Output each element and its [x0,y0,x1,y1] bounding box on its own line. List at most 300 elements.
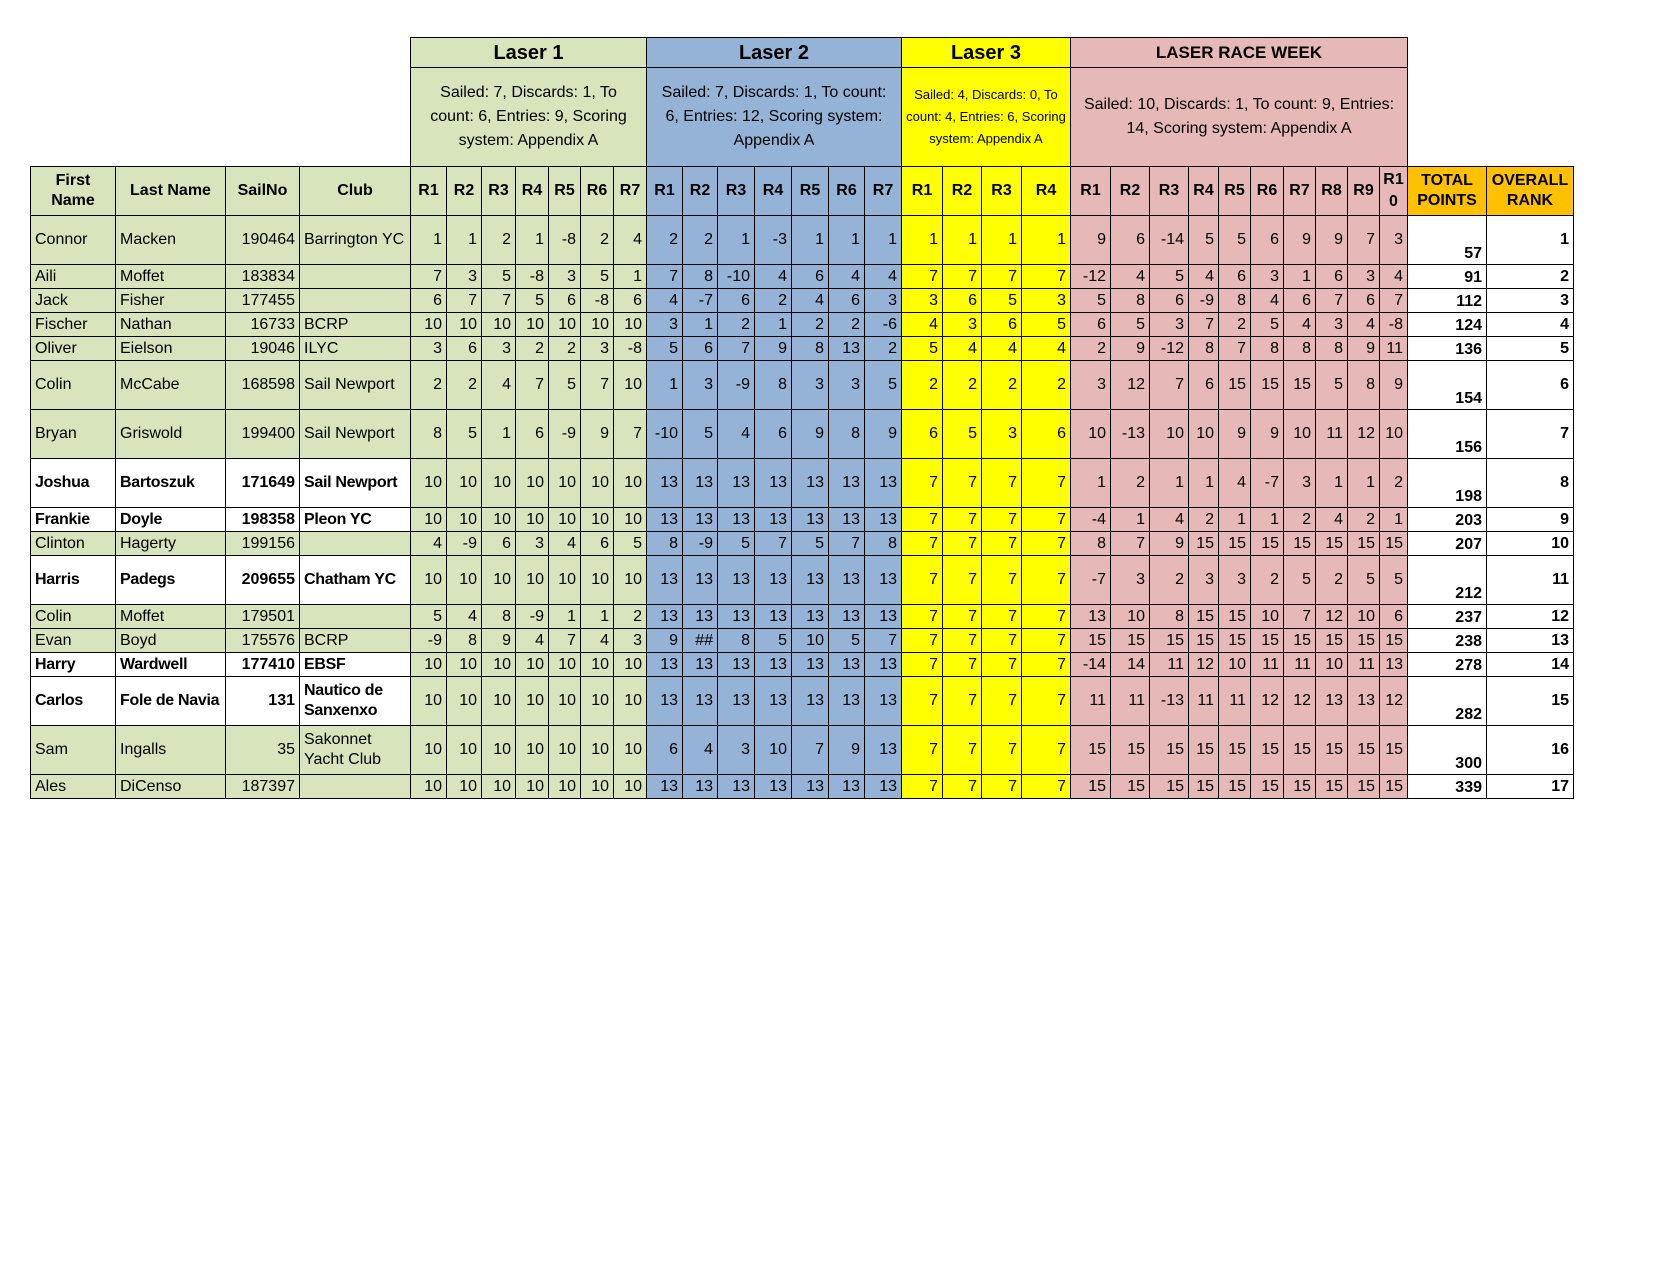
club-cell: Sakonnet Yacht Club [300,726,411,775]
laser1-score-cell: 8 [411,410,447,459]
laser3-score-cell: 7 [982,556,1022,605]
raceweek-score-cell: 1 [1380,508,1408,532]
laser3-score-cell: 7 [902,629,943,653]
raceweek-score-cell: 13 [1071,605,1111,629]
raceweek-score-cell: 11 [1316,410,1348,459]
raceweek-score-cell: 15 [1111,726,1150,775]
raceweek-score-cell: 15 [1316,532,1348,556]
laser2-header-r6: R6 [829,167,865,216]
first-name-cell: Carlos [31,677,116,726]
raceweek-score-cell: 15 [1071,726,1111,775]
raceweek-score-cell: 8 [1071,532,1111,556]
raceweek-score-cell: 8 [1316,337,1348,361]
laser1-score-cell: 10 [447,459,482,508]
raceweek-score-cell: 7 [1284,605,1316,629]
laser3-score-cell: 7 [982,508,1022,532]
raceweek-score-cell: 11 [1348,653,1380,677]
laser2-score-cell: 13 [755,459,792,508]
overall-rank-cell: 12 [1487,605,1574,629]
raceweek-score-cell: 15 [1111,629,1150,653]
laser3-score-cell: 7 [1022,605,1071,629]
total-points-cell: 282 [1408,677,1487,726]
raceweek-score-cell: 9 [1348,337,1380,361]
laser2-score-cell: 2 [755,289,792,313]
laser2-header-r4: R4 [755,167,792,216]
laser1-score-cell: 2 [581,216,614,265]
laser1-score-cell: 10 [447,556,482,605]
laser2-score-cell: 13 [755,508,792,532]
laser1-score-cell: 4 [447,605,482,629]
laser1-score-cell: 3 [447,265,482,289]
last-name-cell: Wardwell [116,653,226,677]
laser2-score-cell: 5 [792,532,829,556]
club-cell: Sail Newport [300,410,411,459]
club-cell [300,605,411,629]
laser1-score-cell: 10 [516,775,549,799]
group-info-row [31,68,1574,167]
overall-rank-cell: 17 [1487,775,1574,799]
laser1-score-cell: 9 [581,410,614,459]
laser1-score-cell: 10 [447,653,482,677]
raceweek-score-cell: 6 [1380,605,1408,629]
laser2-score-cell: 9 [865,410,902,459]
laser3-score-cell: 7 [982,532,1022,556]
raceweek-score-cell: 5 [1380,556,1408,605]
laser1-score-cell: -8 [516,265,549,289]
raceweek-score-cell: 1 [1071,459,1111,508]
laser2-score-cell: 7 [865,629,902,653]
sail-no-cell: 187397 [226,775,300,799]
total-points-cell: 198 [1408,459,1487,508]
total-points-cell: 91 [1408,265,1487,289]
laser2-score-cell: 4 [792,289,829,313]
laser2-score-cell: 4 [829,265,865,289]
laser1-score-cell: 6 [614,289,647,313]
laser2-score-cell: 2 [865,337,902,361]
overall-rank-cell: 4 [1487,313,1574,337]
laser3-score-cell: 7 [1022,677,1071,726]
laser3-score-cell: 7 [943,653,982,677]
laser2-score-cell: 3 [718,726,755,775]
raceweek-info: Sailed: 10, Discards: 1, To count: 9, Entries: 14, Scoring system: Appendix A [1071,68,1408,167]
sail-no-cell: 179501 [226,605,300,629]
laser2-score-cell: 9 [647,629,683,653]
laser2-score-cell: 7 [829,532,865,556]
laser3-title: Laser 3 [902,38,1071,68]
laser3-score-cell: 7 [943,508,982,532]
raceweek-score-cell: -12 [1071,265,1111,289]
laser2-header-r3: R3 [718,167,755,216]
laser1-score-cell: 10 [614,313,647,337]
raceweek-score-cell: 12 [1111,361,1150,410]
laser1-score-cell: -8 [549,216,581,265]
raceweek-score-cell: 8 [1111,289,1150,313]
raceweek-score-cell: 10 [1111,605,1150,629]
club-cell: BCRP [300,629,411,653]
laser2-score-cell: -10 [647,410,683,459]
laser1-score-cell: 8 [482,605,516,629]
laser1-score-cell: 6 [447,337,482,361]
laser3-score-cell: 7 [1022,629,1071,653]
laser1-score-cell: 10 [614,556,647,605]
laser2-score-cell: 8 [755,361,792,410]
laser2-score-cell: 2 [683,216,718,265]
laser2-score-cell: 13 [829,677,865,726]
club-cell: Nautico de Sanxenxo [300,677,411,726]
laser1-score-cell: 3 [614,629,647,653]
laser1-score-cell: 10 [482,508,516,532]
laser2-score-cell: 13 [718,653,755,677]
laser3-score-cell: 6 [1022,410,1071,459]
laser1-score-cell: 10 [516,508,549,532]
laser3-score-cell: 7 [902,677,943,726]
laser1-score-cell: 7 [482,289,516,313]
laser1-score-cell: -9 [516,605,549,629]
laser2-score-cell: 13 [683,459,718,508]
laser2-score-cell: -9 [683,532,718,556]
first-name-cell: Bryan [31,410,116,459]
laser2-score-cell: 13 [683,605,718,629]
raceweek-score-cell: 15 [1071,775,1111,799]
raceweek-title: LASER RACE WEEK [1071,38,1408,68]
overall-rank-cell: 15 [1487,677,1574,726]
overall-rank-cell: 11 [1487,556,1574,605]
laser1-score-cell: 5 [614,532,647,556]
raceweek-header-r8: R8 [1316,167,1348,216]
club-cell: Chatham YC [300,556,411,605]
laser2-score-cell: 9 [829,726,865,775]
laser3-score-cell: 7 [982,265,1022,289]
laser3-score-cell: 7 [902,508,943,532]
laser1-score-cell: 10 [614,726,647,775]
table-row [31,726,1574,775]
laser3-header-r2: R2 [943,167,982,216]
laser2-score-cell: -6 [865,313,902,337]
laser2-score-cell: 13 [718,459,755,508]
laser3-score-cell: 7 [943,532,982,556]
raceweek-score-cell: 15 [1316,775,1348,799]
laser2-score-cell: 6 [829,289,865,313]
raceweek-score-cell: 4 [1111,265,1150,289]
last-name-cell: Padegs [116,556,226,605]
raceweek-score-cell: -13 [1111,410,1150,459]
raceweek-score-cell: 9 [1150,532,1189,556]
first-name-cell: Frankie [31,508,116,532]
laser2-score-cell: 2 [718,313,755,337]
last-name-cell: Fole de Navia [116,677,226,726]
laser2-score-cell: 13 [792,775,829,799]
table-row [31,775,1574,799]
laser2-score-cell: 6 [718,289,755,313]
laser1-header-r6: R6 [581,167,614,216]
laser2-score-cell: 7 [647,265,683,289]
laser2-score-cell: 13 [865,775,902,799]
raceweek-score-cell: 11 [1219,677,1251,726]
laser1-score-cell: 10 [516,677,549,726]
laser2-score-cell: 13 [865,677,902,726]
last-name-cell: Moffet [116,265,226,289]
raceweek-score-cell: 11 [1380,337,1408,361]
laser2-score-cell: 4 [718,410,755,459]
laser2-score-cell: 1 [865,216,902,265]
raceweek-score-cell: 15 [1219,605,1251,629]
raceweek-score-cell: 5 [1071,289,1111,313]
laser3-score-cell: 2 [1022,361,1071,410]
table-row [31,216,1574,265]
club-cell [300,775,411,799]
raceweek-score-cell: 15 [1380,775,1408,799]
overall-rank-cell: 13 [1487,629,1574,653]
laser1-score-cell: 10 [516,653,549,677]
laser1-score-cell: 10 [411,313,447,337]
laser2-score-cell: 3 [647,313,683,337]
raceweek-header-r9: R9 [1348,167,1380,216]
laser2-score-cell: 7 [718,337,755,361]
club-cell: ILYC [300,337,411,361]
raceweek-score-cell: 1 [1316,459,1348,508]
laser2-score-cell: 13 [647,459,683,508]
raceweek-score-cell: 15 [1150,629,1189,653]
laser2-score-cell: 5 [683,410,718,459]
raceweek-score-cell: 4 [1150,508,1189,532]
laser3-score-cell: 2 [902,361,943,410]
laser1-score-cell: 3 [549,265,581,289]
laser2-score-cell: 2 [829,313,865,337]
last-name-cell: Hagerty [116,532,226,556]
raceweek-score-cell: 1 [1150,459,1189,508]
laser1-score-cell: 4 [411,532,447,556]
laser3-score-cell: 1 [902,216,943,265]
laser3-score-cell: 7 [902,265,943,289]
laser1-score-cell: 2 [516,337,549,361]
last-name-cell: Griswold [116,410,226,459]
raceweek-score-cell: 15 [1251,629,1284,653]
laser2-score-cell: 10 [755,726,792,775]
raceweek-score-cell: 5 [1150,265,1189,289]
raceweek-score-cell: 15 [1316,629,1348,653]
laser1-score-cell: 4 [516,629,549,653]
first-name-cell: Clinton [31,532,116,556]
laser2-score-cell: 13 [829,508,865,532]
laser3-score-cell: 7 [902,532,943,556]
laser3-score-cell: 6 [902,410,943,459]
raceweek-header-r5: R5 [1219,167,1251,216]
raceweek-score-cell: 5 [1189,216,1219,265]
laser2-score-cell: 8 [718,629,755,653]
laser1-score-cell: 5 [482,265,516,289]
raceweek-score-cell: 15 [1219,361,1251,410]
raceweek-score-cell: 9 [1251,410,1284,459]
laser1-score-cell: 10 [549,726,581,775]
laser3-score-cell: 2 [943,361,982,410]
laser2-score-cell: 13 [865,653,902,677]
table-row [31,629,1574,653]
raceweek-score-cell: 1 [1284,265,1316,289]
raceweek-score-cell: 8 [1284,337,1316,361]
first-name-cell: Connor [31,216,116,265]
laser1-header-r7: R7 [614,167,647,216]
laser1-score-cell: 10 [516,313,549,337]
raceweek-score-cell: 2 [1219,313,1251,337]
raceweek-score-cell: 10 [1219,653,1251,677]
laser2-score-cell: 4 [683,726,718,775]
last-name-cell: Macken [116,216,226,265]
laser1-score-cell: 10 [411,653,447,677]
laser1-score-cell: 5 [447,410,482,459]
sail-no-cell: 177455 [226,289,300,313]
laser1-score-cell: 3 [516,532,549,556]
first-name-cell: Joshua [31,459,116,508]
laser3-score-cell: 7 [982,459,1022,508]
raceweek-score-cell: 15 [1071,629,1111,653]
laser2-score-cell: 13 [829,459,865,508]
raceweek-score-cell: 2 [1189,508,1219,532]
laser2-score-cell: 13 [792,677,829,726]
laser2-header-r7: R7 [865,167,902,216]
club-cell: Sail Newport [300,459,411,508]
laser1-score-cell: 10 [581,726,614,775]
laser2-header-r1: R1 [647,167,683,216]
laser2-score-cell: 5 [829,629,865,653]
last-name-cell: Fisher [116,289,226,313]
raceweek-score-cell: 3 [1219,556,1251,605]
laser2-header-r5: R5 [792,167,829,216]
raceweek-score-cell: 15 [1189,629,1219,653]
sail-no-cell: 199400 [226,410,300,459]
laser1-score-cell: 10 [411,556,447,605]
table-row [31,313,1574,337]
raceweek-score-cell: 6 [1111,216,1150,265]
laser1-score-cell: 2 [614,605,647,629]
raceweek-score-cell: 15 [1219,775,1251,799]
laser2-score-cell: 13 [647,508,683,532]
raceweek-score-cell: 6 [1251,216,1284,265]
raceweek-score-cell: 5 [1316,361,1348,410]
laser2-score-cell: 1 [718,216,755,265]
raceweek-score-cell: 15 [1251,775,1284,799]
laser2-score-cell: 13 [755,775,792,799]
raceweek-score-cell: 6 [1316,265,1348,289]
laser1-score-cell: 4 [482,361,516,410]
laser3-score-cell: 7 [902,459,943,508]
last-name-cell: Bartoszuk [116,459,226,508]
table-row [31,459,1574,508]
raceweek-score-cell: 8 [1189,337,1219,361]
sail-no-cell: 131 [226,677,300,726]
raceweek-score-cell: 15 [1251,532,1284,556]
raceweek-score-cell: 7 [1380,289,1408,313]
laser2-score-cell: ## [683,629,718,653]
laser3-score-cell: 7 [982,775,1022,799]
laser1-score-cell: 1 [411,216,447,265]
first-name-cell: Fischer [31,313,116,337]
laser2-score-cell: 6 [792,265,829,289]
raceweek-score-cell: 14 [1111,653,1150,677]
first-name-cell: Harry [31,653,116,677]
laser3-score-cell: 7 [943,775,982,799]
laser1-score-cell: 10 [614,459,647,508]
laser1-score-cell: 2 [549,337,581,361]
raceweek-header-r4: R4 [1189,167,1219,216]
laser3-score-cell: 3 [1022,289,1071,313]
laser1-score-cell: 10 [614,677,647,726]
laser1-score-cell: 10 [549,653,581,677]
total-points-cell: 238 [1408,629,1487,653]
raceweek-score-cell: 7 [1348,216,1380,265]
raceweek-score-cell: 11 [1251,653,1284,677]
raceweek-score-cell: 5 [1348,556,1380,605]
laser2-score-cell: 13 [755,556,792,605]
laser2-score-cell: 13 [718,605,755,629]
raceweek-score-cell: 15 [1348,726,1380,775]
laser2-score-cell: 13 [718,508,755,532]
overall-rank-cell: 1 [1487,216,1574,265]
laser1-score-cell: 10 [581,677,614,726]
first-name-cell: Colin [31,605,116,629]
raceweek-score-cell: 3 [1111,556,1150,605]
laser1-score-cell: 10 [614,775,647,799]
laser2-score-cell: 4 [755,265,792,289]
laser3-score-cell: 3 [902,289,943,313]
laser1-score-cell: 6 [549,289,581,313]
laser3-score-cell: 7 [902,726,943,775]
raceweek-score-cell: 10 [1380,410,1408,459]
overall-rank-cell: 8 [1487,459,1574,508]
last-name-cell: Boyd [116,629,226,653]
raceweek-score-cell: -14 [1071,653,1111,677]
laser2-score-cell: 8 [647,532,683,556]
overall-rank-cell: 6 [1487,361,1574,410]
header-total-points: TOTAL POINTS [1408,167,1487,216]
laser1-score-cell: 10 [482,677,516,726]
laser2-score-cell: 13 [829,653,865,677]
overall-rank-cell: 5 [1487,337,1574,361]
raceweek-score-cell: 9 [1284,216,1316,265]
sail-no-cell: 190464 [226,216,300,265]
laser1-score-cell: 4 [614,216,647,265]
laser2-score-cell: -7 [683,289,718,313]
last-name-cell: McCabe [116,361,226,410]
laser2-score-cell: 13 [865,508,902,532]
laser2-score-cell: 7 [792,726,829,775]
raceweek-header-r6: R6 [1251,167,1284,216]
raceweek-score-cell: 15 [1219,726,1251,775]
raceweek-score-cell: 9 [1071,216,1111,265]
raceweek-score-cell: 11 [1150,653,1189,677]
sail-no-cell: 198358 [226,508,300,532]
laser1-score-cell: 1 [549,605,581,629]
raceweek-score-cell: 3 [1316,313,1348,337]
club-cell [300,265,411,289]
laser2-score-cell: 10 [792,629,829,653]
total-points-cell: 124 [1408,313,1487,337]
total-points-cell: 136 [1408,337,1487,361]
raceweek-score-cell: 5 [1111,313,1150,337]
raceweek-score-cell: 4 [1380,265,1408,289]
laser3-score-cell: 4 [943,337,982,361]
raceweek-score-cell: 15 [1189,775,1219,799]
laser1-score-cell: 7 [516,361,549,410]
raceweek-score-cell: 15 [1219,532,1251,556]
sail-no-cell: 177410 [226,653,300,677]
first-name-cell: Evan [31,629,116,653]
laser2-score-cell: 13 [683,556,718,605]
laser2-score-cell: 6 [755,410,792,459]
raceweek-score-cell: 15 [1380,629,1408,653]
laser2-score-cell: 13 [718,775,755,799]
laser2-score-cell: 13 [683,653,718,677]
raceweek-score-cell: 3 [1284,459,1316,508]
